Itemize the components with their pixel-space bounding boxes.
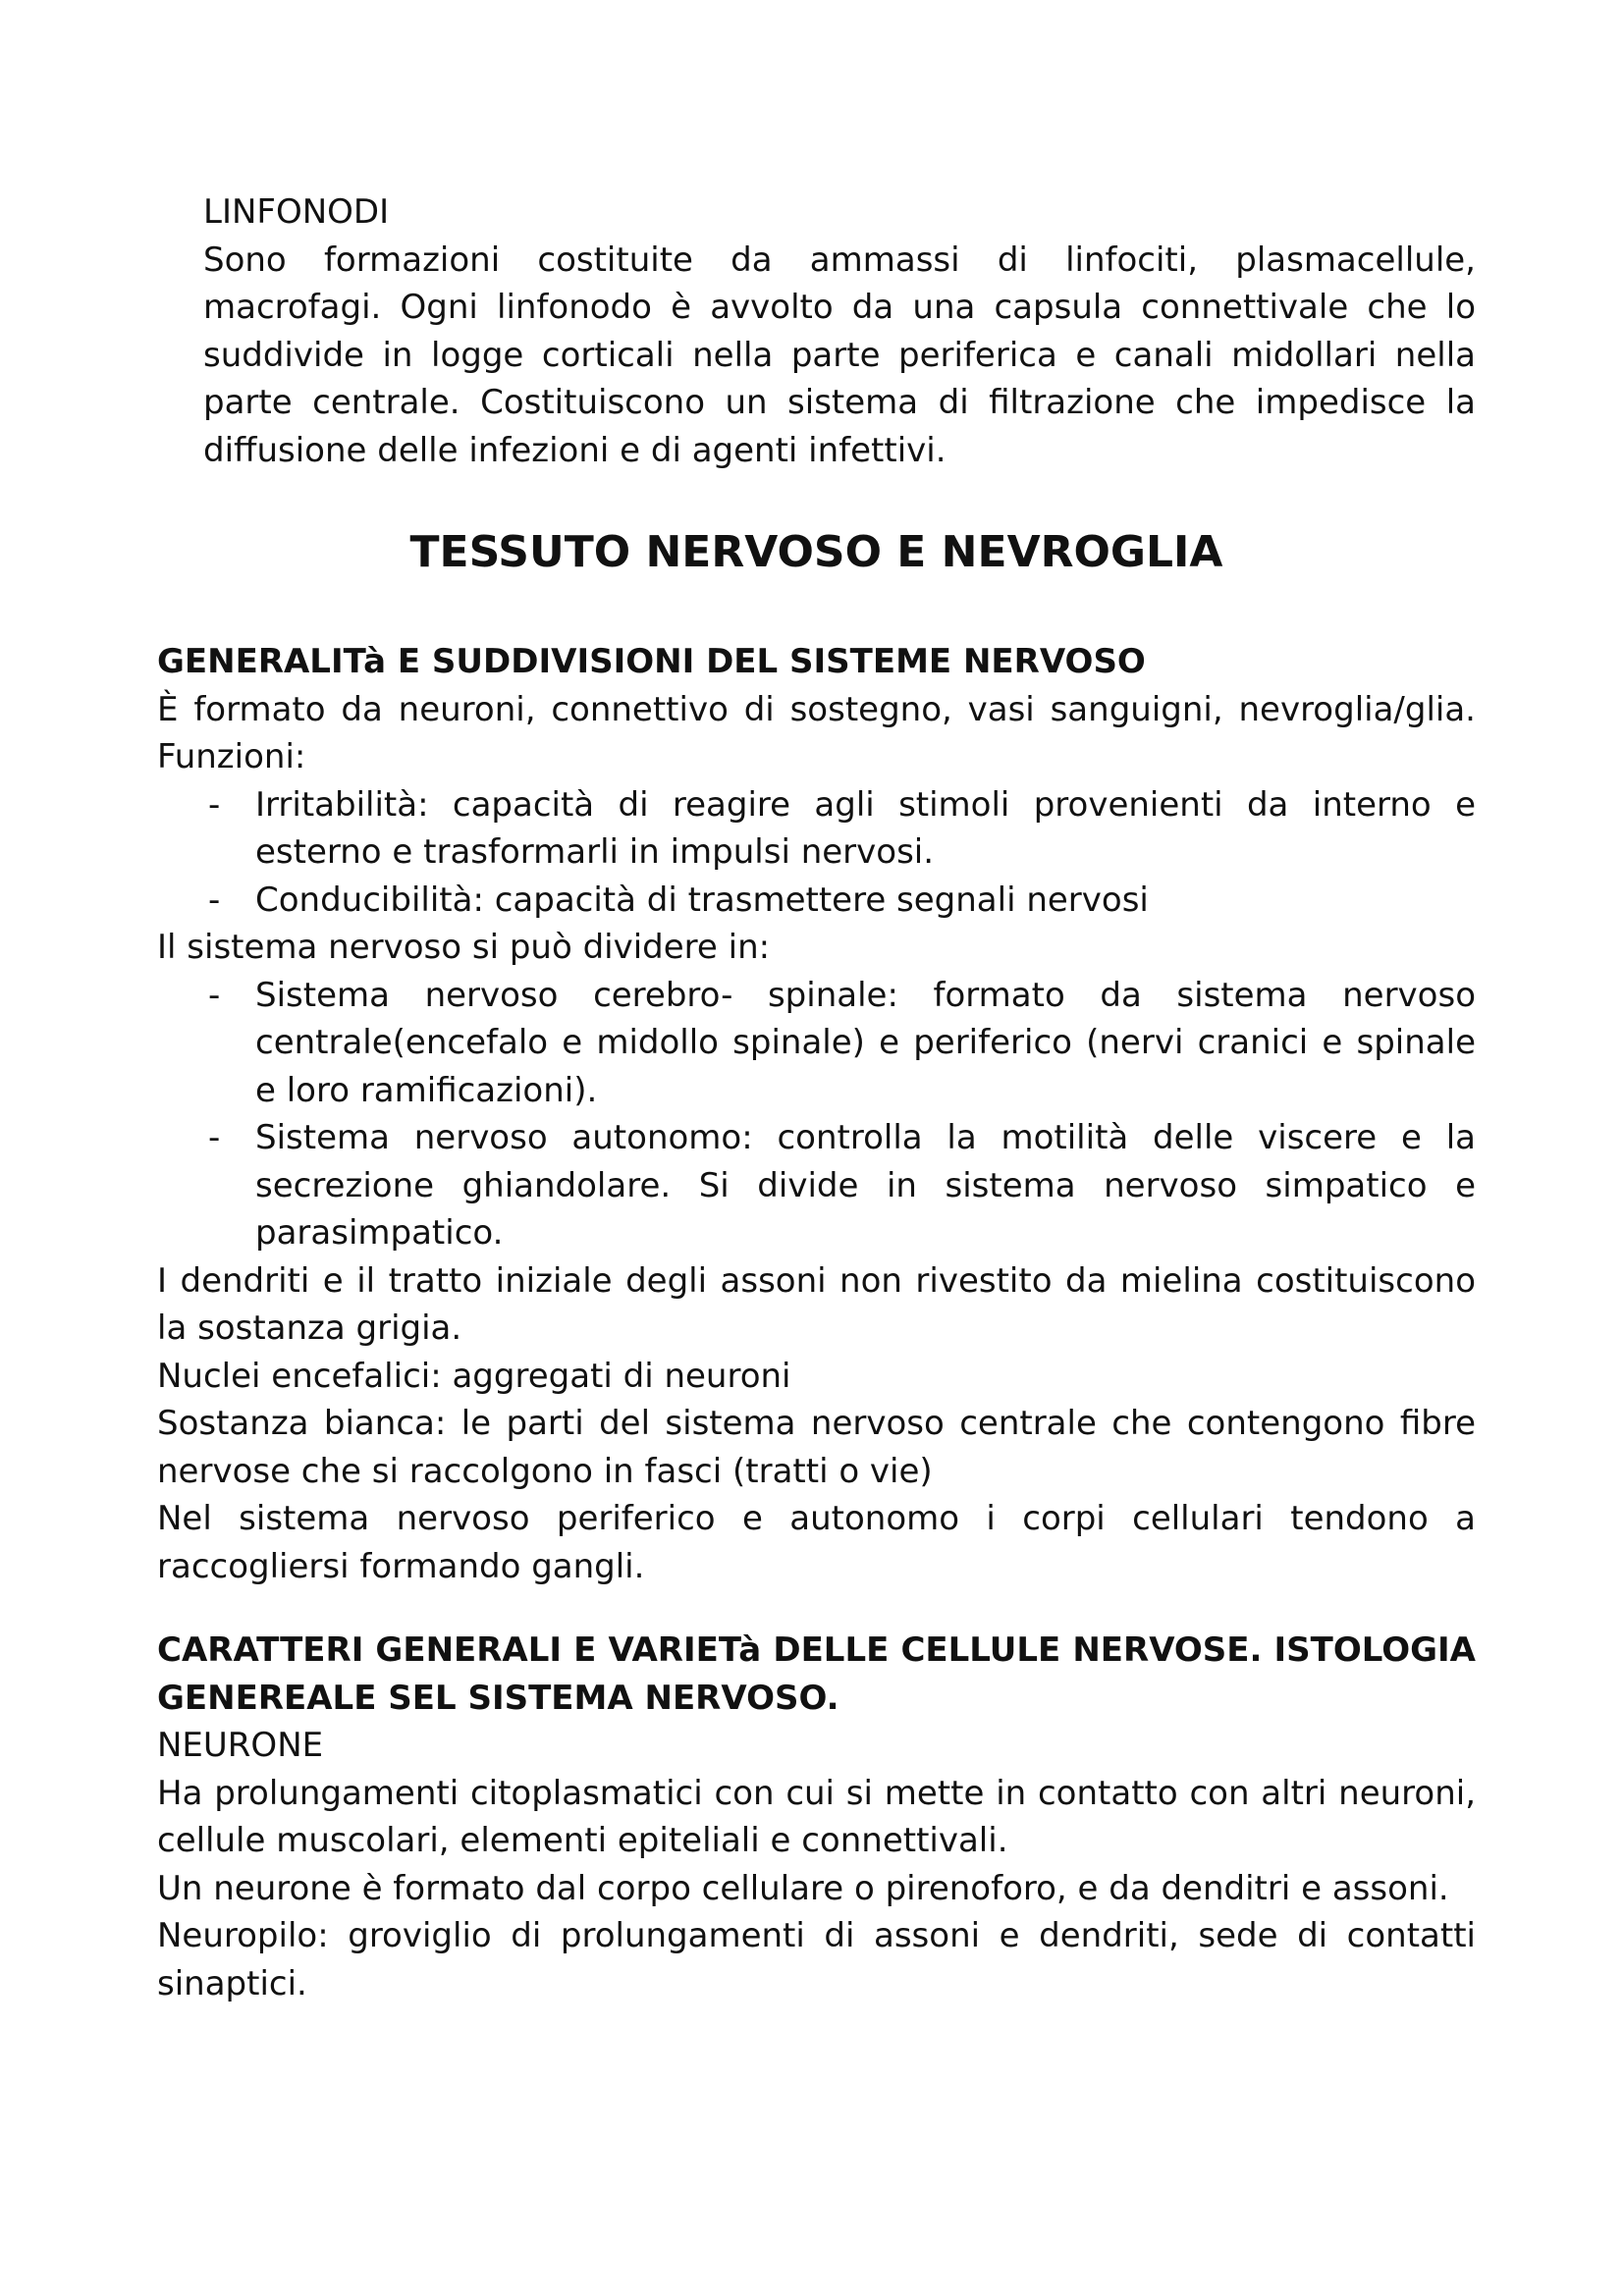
linfonodi-heading: LINFONODI [203,192,390,232]
linfonodi-paragraph: Sono formazioni costituite da ammassi di linfociti, plasmacellule, macrofagi. Ogni linfonodo è avvolto da una capsula connettivale che lo suddivide in logge corticali nella parte periferica e canali midollari nella parte centrale. Costituiscono un sistema di filtrazione che impedisce la diffusione delle infezioni e di agenti infettivi. [203,240,1476,470]
functions-list [157,781,1476,925]
divisions-list [157,972,1476,1257]
list-item: - Sistema nervoso autonomo: controlla la motilità delle viscere e la secrezione ghiandolare. Si divide in sistema nervoso simpatico e parasimpatico. [157,1114,1476,1257]
paragraph: Neuropilo: groviglio di prolungamenti di assoni e dendriti, sede di contatti sinaptici. [157,1916,1476,2003]
paragraph: Nel sistema nervoso periferico e autonomo i corpi cellulari tendono a raccogliersi formando gangli. [157,1499,1476,1586]
chapter-title: TESSUTO NERVOSO E NEVROGLIA [409,527,1223,577]
list-item: - Sistema nervoso cerebro- spinale: formato da sistema nervoso centrale(encefalo e midollo spinale) e periferico (nervi cranici e spinale e loro ramificazioni). [157,972,1476,1115]
paragraph: Sostanza bianca: le parti del sistema nervoso centrale che contengono fibre nervose che si raccolgono in fasci (tratti o vie) [157,1404,1476,1491]
paragraph: Nuclei encefalici: aggregati di neuroni [157,1356,791,1396]
section-cellule-nervose [157,1627,1476,2007]
section-heading: CARATTERI GENERALI E VARIETà DELLE CELLULE NERVOSE. ISTOLOGIA GENEREALE SEL SISTEMA NERVOSO. [157,1630,1476,1718]
division-intro: Il sistema nervoso si può dividere in: [157,928,771,967]
section-generalita [157,638,1476,1590]
list-item: - Conducibilità: capacità di trasmettere segnali nervosi [157,877,1476,925]
neurone-heading: NEURONE [157,1726,324,1765]
section-intro: È formato da neuroni, connettivo di sostegno, vasi sanguigni, nevroglia/glia. Funzioni: [157,689,1476,776]
linfonodi-section [203,188,1476,474]
paragraph: Ha prolungamenti citoplasmatici con cui si mette in contatto con altri neuroni, cellule muscolari, elementi epiteliali e connettivali. [157,1773,1476,1860]
paragraph: I dendriti e il tratto iniziale degli assoni non rivestito da mielina costituiscono la sostanza grigia. [157,1260,1476,1348]
section-heading: GENERALITà E SUDDIVISIONI DEL SISTEME NERVOSO [157,642,1146,681]
paragraph: Un neurone è formato dal corpo cellulare o pirenoforo, e da denditri e assoni. [157,1868,1449,1908]
list-item: - Irritabilità: capacità di reagire agli stimoli provenienti da interno e esterno e trasformarli in impulsi nervosi. [157,781,1476,877]
